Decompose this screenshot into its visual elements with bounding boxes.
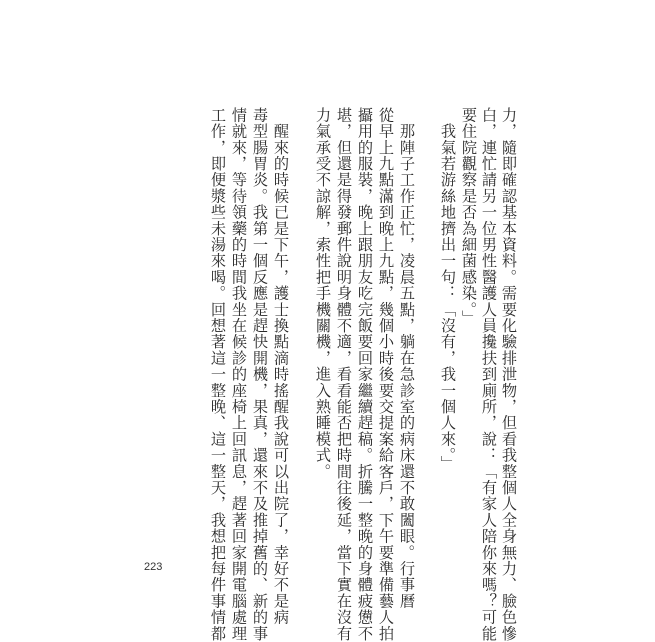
text-column: 白，連忙請另一位男性醫護人員攙扶到廁所，說：「有家人陪你來嗎？可能 [480, 107, 498, 642]
page-number: 223 [144, 561, 163, 573]
text-column: 攝用的服裝，晚上跟朋友吃完飯要回家繼續趕稿。折騰一整晚的身體疲憊不 [356, 107, 374, 642]
text-column: 力氣承受不諒解，索性把手機關機，進入熟睡模式。 [314, 107, 332, 480]
text-column: 要住院觀察是否為細菌感染。」 [460, 107, 478, 327]
text-column: 毒型腸胃炎。我第一個反應是趕快開機，果真，還來不及推掉舊的、新的事 [251, 107, 269, 642]
text-column: 醒來的時候已是下午，護士換點滴時搖醒我說可以出院了，幸好不是病 [272, 107, 290, 626]
text-column: 我氣若游絲地擠出一句：「沒有，我一個人來。」 [439, 107, 457, 472]
text-column: 力，隨即確認基本資料。需要化驗排泄物，但看我整個人全身無力、臉色慘 [500, 107, 518, 642]
text-column: 堪，但還是得發郵件說明身體不適，看看能否把時間往後延，當下實在沒有 [335, 107, 353, 642]
text-column: 工作，即便漿些未湯來喝。回想著這一整晚、這一整天，我想把每件事情都 [209, 107, 227, 642]
text-column: 情就來，等待領藥的時間我坐在候診的座椅上回訊息，趕著回家開電腦處理 [230, 107, 248, 642]
text-column: 那陣子工作正忙，凌晨五點，躺在急診室的病床還不敢闔眼。行事曆 [398, 107, 416, 610]
text-column: 從早上九點滿到晚上九點，幾個小時後要交提案給客戶，下午要準備藝人拍 [377, 107, 395, 642]
